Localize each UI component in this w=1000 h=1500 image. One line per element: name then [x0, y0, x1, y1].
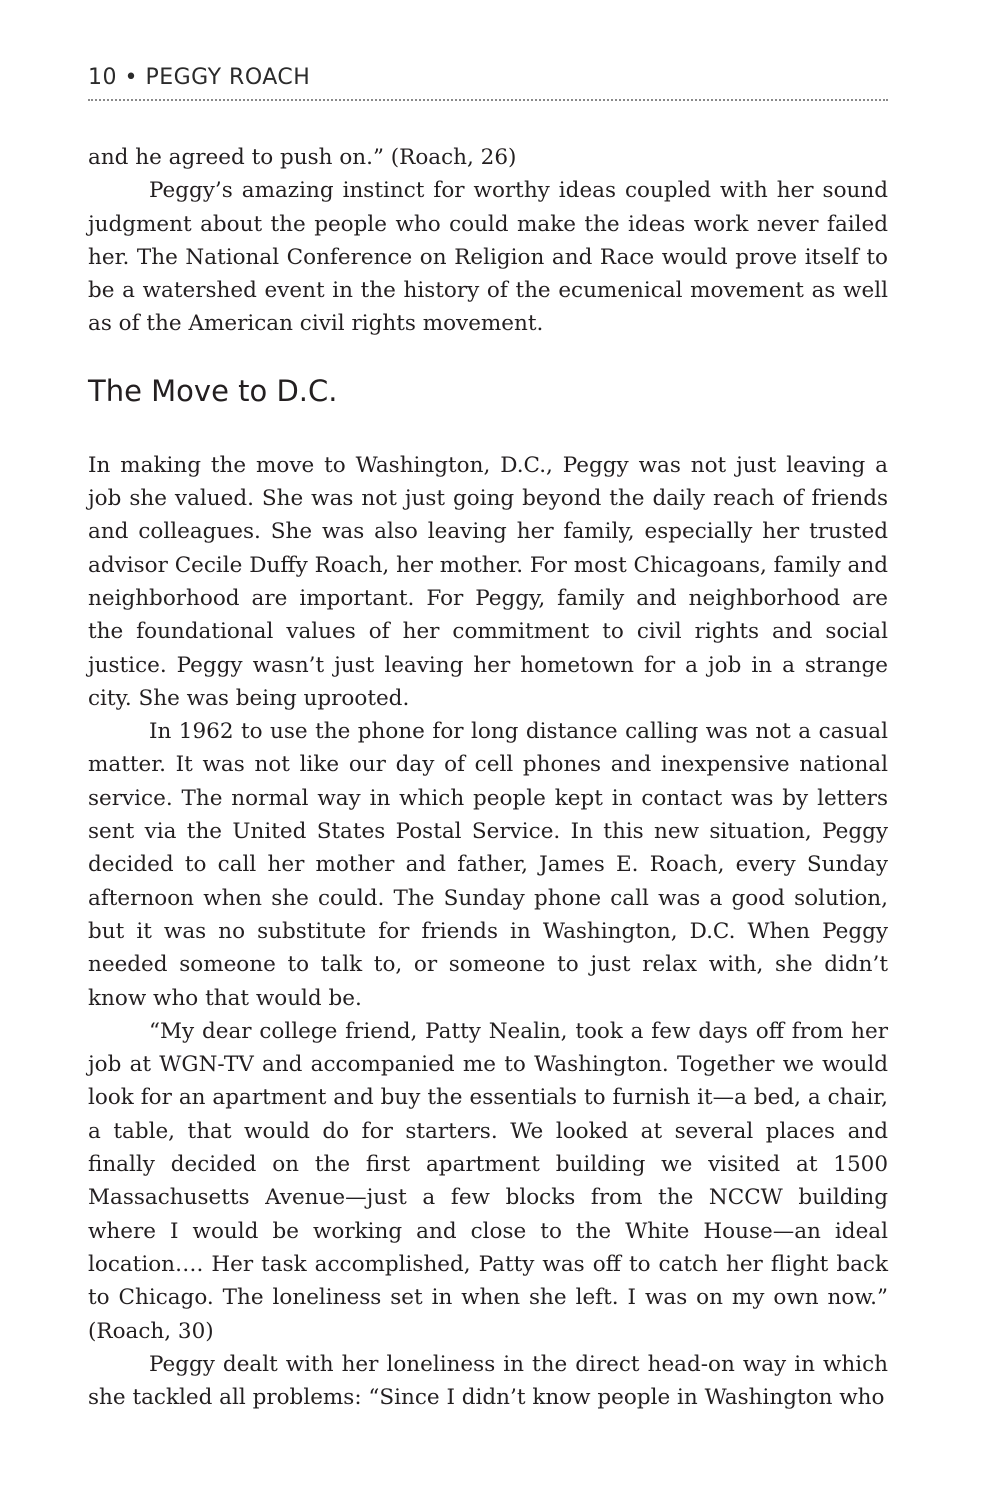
- running-head: 10 • PEGGY ROACH: [88, 65, 311, 90]
- paragraph-making-the-move: In making the move to Washington, D.C., Peggy was not just leaving a job she valued. She was not just going beyond the daily reach of friends and colleagues. She was also leaving her family, especially her trusted advisor Cecile Duffy Roach, her mother. For most Chicagoans, family and neighborhood are important. For Peggy, family and neighborhood are the foundational values of her commitment to civil rights and social justice. Peggy wasn’t just leaving her hometown for a job in a strange city. She was being uprooted.: [88, 452, 888, 711]
- paragraph-continuation: and he agreed to push on.” (Roach, 26): [88, 145, 517, 170]
- header-dotted-rule: [88, 99, 888, 101]
- body-text: [88, 141, 888, 1414]
- paragraph-loneliness: Peggy dealt with her loneliness in the direct head-on way in which she tackled all problems: “Since I didn’t know people in Washington who: [88, 1351, 888, 1411]
- paragraph-patty-nealin-quote: “My dear college friend, Patty Nealin, took a few days off from her job at WGN-TV and accompanied me to Washington. Together we would look for an apartment and buy the essentials to furnish it—a bed, a chair, a table, that would do for starters. We looked at several places and finally decided on the first apartment building we visited at 1500 Massachusetts Avenue—just a few blocks from the NCCW building where I would be working and close to the White House—an ideal location…. Her task accomplished, Patty was off to catch her flight back to Chicago. The loneliness set in when she left. I was on my own now.” (Roach, 30): [88, 1018, 888, 1344]
- paragraph-phone-calling: In 1962 to use the phone for long distance calling was not a casual matter. It was not like our day of cell phones and inexpensive national service. The normal way in which people kept in contact was by letters sent via the United States Postal Service. In this new situation, Peggy decided to call her mother and father, James E. Roach, every Sunday afternoon when she could. The Sunday phone call was a good solution, but it was no substitute for friends in Washington, D.C. When Peggy needed someone to talk to, or someone to just relax with, she didn’t know who that would be.: [88, 719, 888, 1011]
- section-heading: The Move to D.C.: [88, 373, 338, 408]
- paragraph-peggys-instinct: Peggy’s amazing instinct for worthy ideas coupled with her sound judgment about the people who could make the ideas work never failed her. The National Conference on Religion and Race would prove itself to be a watershed event in the history of the ecumenical movement as well as of the American civil rights movement.: [88, 178, 888, 337]
